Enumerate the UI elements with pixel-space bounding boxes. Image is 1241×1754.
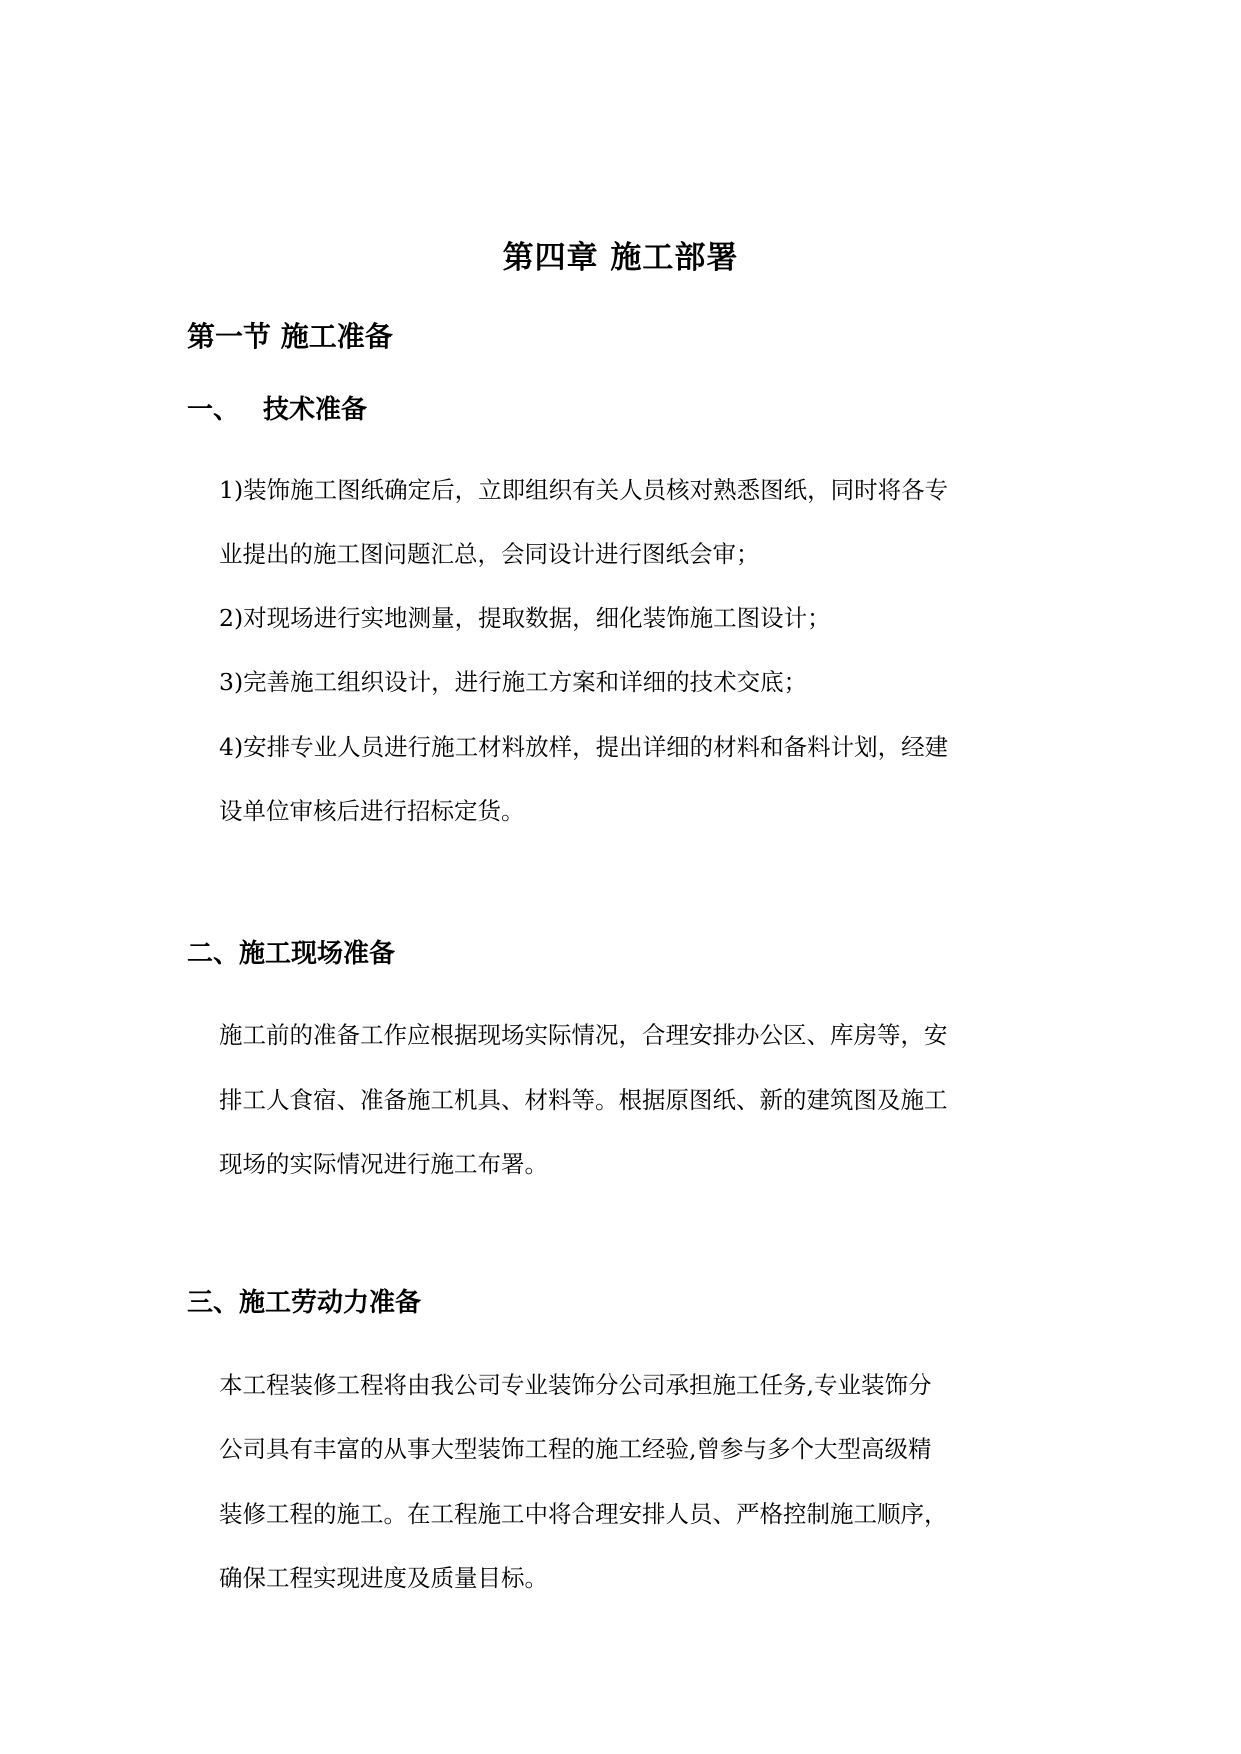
paragraph-line: 2)对现场进行实地测量，提取数据，细化装饰施工图设计；	[219, 604, 831, 632]
paragraph-line: 设单位审核后进行招标定货。	[219, 797, 525, 825]
heading-text: 施工现场准备	[239, 939, 396, 969]
paragraph-line: 1)装饰施工图纸确定后，立即组织有关人员核对熟悉图纸，同时将各专	[219, 476, 949, 504]
chapter-title: 第四章 施工部署	[502, 240, 739, 276]
paragraph-line: 现场的实际情况进行施工布署。	[219, 1150, 548, 1178]
paragraph-line: 业提出的施工图问题汇总，会同设计进行图纸会审；	[219, 540, 760, 568]
heading-labor-preparation	[187, 1285, 421, 1321]
paragraph-line: 排工人食宿、准备施工机具、材料等。根据原图纸、新的建筑图及施工	[219, 1086, 948, 1114]
heading-number: 二、	[187, 939, 240, 969]
paragraph-line: 确保工程实现进度及质量目标。	[219, 1564, 548, 1592]
heading-number: 一、	[187, 395, 240, 425]
paragraph-line: 本工程装修工程将由我公司专业装饰分公司承担施工任务,专业装饰分	[219, 1371, 932, 1399]
section-title: 第一节 施工准备	[187, 320, 393, 353]
heading-text: 施工劳动力准备	[239, 1288, 422, 1318]
paragraph-line: 装修工程的施工。在工程施工中将合理安排人员、严格控制施工顺序，	[219, 1500, 948, 1528]
heading-text: 技术准备	[263, 395, 368, 425]
heading-number: 三、	[187, 1288, 240, 1318]
paragraph-line: 3)完善施工组织设计，进行施工方案和详细的技术交底；	[219, 668, 808, 696]
heading-technical-preparation	[187, 392, 367, 428]
paragraph-line: 4)安排专业人员进行施工材料放样，提出详细的材料和备料计划，经建	[219, 733, 949, 761]
paragraph-line: 公司具有丰富的从事大型装饰工程的施工经验,曾参与多个大型高级精	[219, 1435, 932, 1463]
heading-site-preparation	[187, 936, 395, 972]
paragraph-line: 施工前的准备工作应根据现场实际情况，合理安排办公区、库房等，安	[219, 1021, 948, 1049]
